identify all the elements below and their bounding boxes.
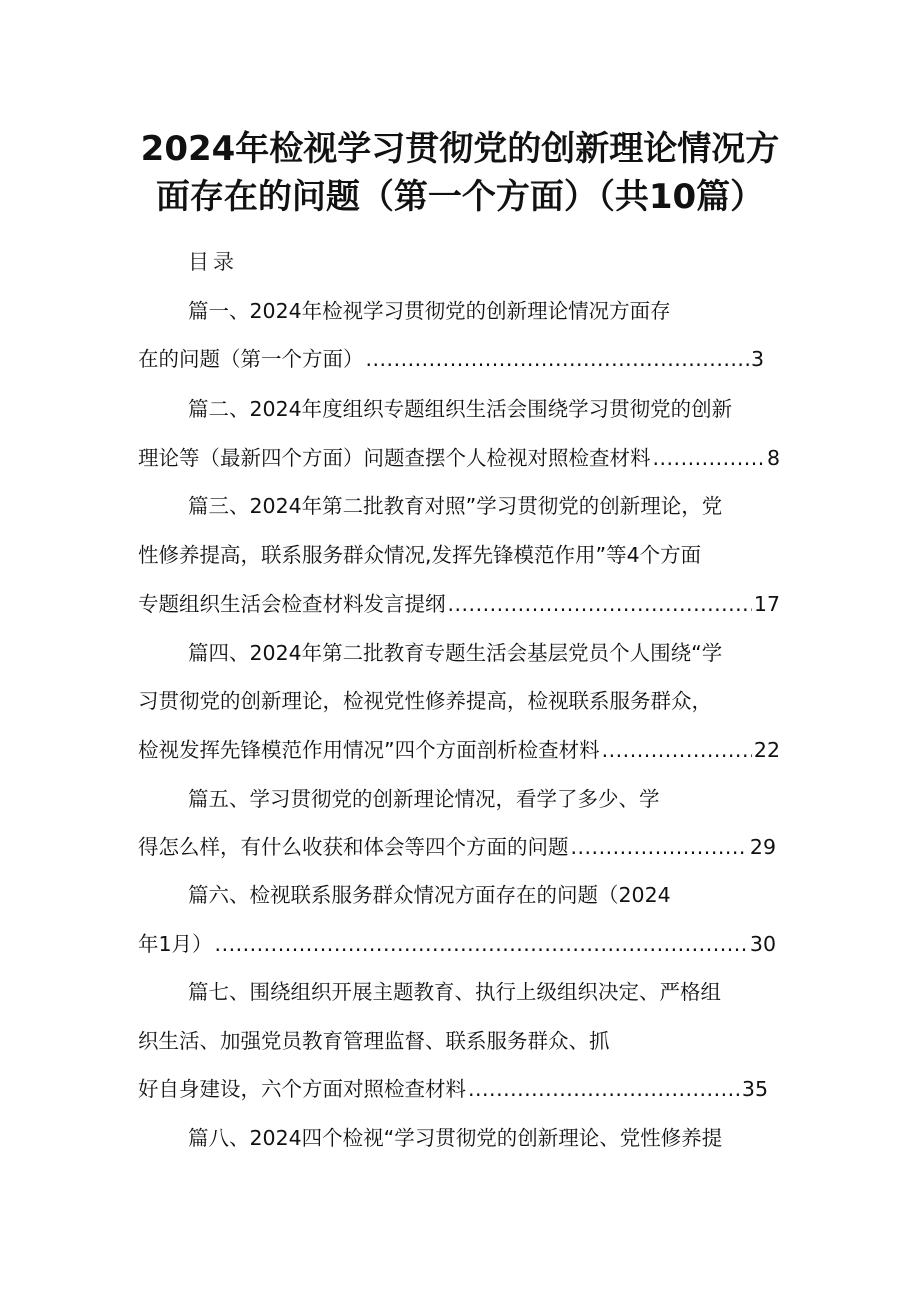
toc-entry-5-page: 29 bbox=[749, 835, 776, 859]
toc-entry-6-last-line[interactable] bbox=[138, 929, 776, 959]
toc-entry-6-page: 30 bbox=[749, 932, 776, 956]
toc-entry-6-text: 年1月） bbox=[138, 932, 213, 956]
toc-leader-dots bbox=[653, 443, 765, 473]
toc-heading: 目录 bbox=[188, 250, 238, 274]
toc-entry-4-line-2[interactable]: 习贯彻党的创新理论，检视党性修养提高，检视联系服务群众， bbox=[138, 689, 712, 713]
toc-entry-3-page: 17 bbox=[753, 592, 780, 616]
toc-leader-dots bbox=[448, 589, 752, 619]
toc-entry-7-line-1[interactable]: 篇七、围绕组织开展主题教育、执行上级组织决定、严格组 bbox=[188, 980, 721, 1004]
toc-entry-4-last-line[interactable] bbox=[138, 735, 780, 765]
toc-entry-5-text: 得怎么样，有什么收获和体会等四个方面的问题 bbox=[138, 835, 569, 859]
toc-entry-3-text: 专题组织生活会检查材料发言提纲 bbox=[138, 592, 446, 616]
toc-entry-3-line-2[interactable]: 性修养提高，联系服务群众情况,发挥先锋模范作用”等4个方面 bbox=[138, 543, 702, 567]
toc-entry-1-last-line[interactable] bbox=[138, 344, 764, 374]
toc-entry-2-line-1[interactable]: 篇二、2024年度组织专题组织生活会围绕学习贯彻党的创新 bbox=[188, 397, 733, 421]
toc-entry-4-page: 22 bbox=[753, 738, 780, 762]
document-title-line-1: 2024年检视学习贯彻党的创新理论情况方 bbox=[140, 129, 780, 169]
toc-entry-4-line-1[interactable]: 篇四、2024年第二批教育专题生活会基层党员个人围绕“学 bbox=[188, 641, 723, 665]
toc-entry-7-page: 35 bbox=[741, 1077, 768, 1101]
toc-entry-7-last-line[interactable] bbox=[138, 1074, 768, 1104]
toc-entry-5-last-line[interactable] bbox=[138, 832, 776, 862]
toc-entry-3-last-line[interactable] bbox=[138, 589, 780, 619]
toc-leader-dots bbox=[366, 344, 749, 374]
toc-entry-1-page: 3 bbox=[750, 347, 764, 371]
toc-entry-7-line-2[interactable]: 织生活、加强党员教育管理监督、联系服务群众、抓 bbox=[138, 1029, 610, 1053]
toc-entry-2-last-line[interactable] bbox=[138, 443, 780, 473]
toc-leader-dots bbox=[571, 832, 748, 862]
toc-entry-6-line-1[interactable]: 篇六、检视联系服务群众情况方面存在的问题（2024 bbox=[188, 883, 671, 907]
toc-entry-2-text: 理论等（最新四个方面）问题查摆个人检视对照检查材料 bbox=[138, 446, 651, 470]
toc-leader-dots bbox=[602, 735, 752, 765]
toc-leader-dots bbox=[215, 929, 748, 959]
toc-entry-7-text: 好自身建设，六个方面对照检查材料 bbox=[138, 1077, 466, 1101]
toc-entry-1-text: 在的问题（第一个方面） bbox=[138, 347, 364, 371]
toc-entry-4-text: 检视发挥先锋模范作用情况”四个方面剖析检查材料 bbox=[138, 738, 600, 762]
toc-entry-8-line-1[interactable]: 篇八、2024四个检视“学习贯彻党的创新理论、党性修养提 bbox=[188, 1126, 723, 1150]
toc-entry-5-line-1[interactable]: 篇五、学习贯彻党的创新理论情况，看学了多少、学 bbox=[188, 787, 660, 811]
document-title-line-2: 面存在的问题（第一个方面）（共10篇） bbox=[155, 177, 765, 217]
toc-entry-1-line-1[interactable]: 篇一、2024年检视学习贯彻党的创新理论情况方面存 bbox=[188, 299, 671, 323]
toc-entry-2-page: 8 bbox=[766, 446, 780, 470]
toc-leader-dots bbox=[468, 1074, 740, 1104]
toc-entry-3-line-1[interactable]: 篇三、2024年第二批教育对照”学习贯彻党的创新理论，党 bbox=[188, 494, 723, 518]
